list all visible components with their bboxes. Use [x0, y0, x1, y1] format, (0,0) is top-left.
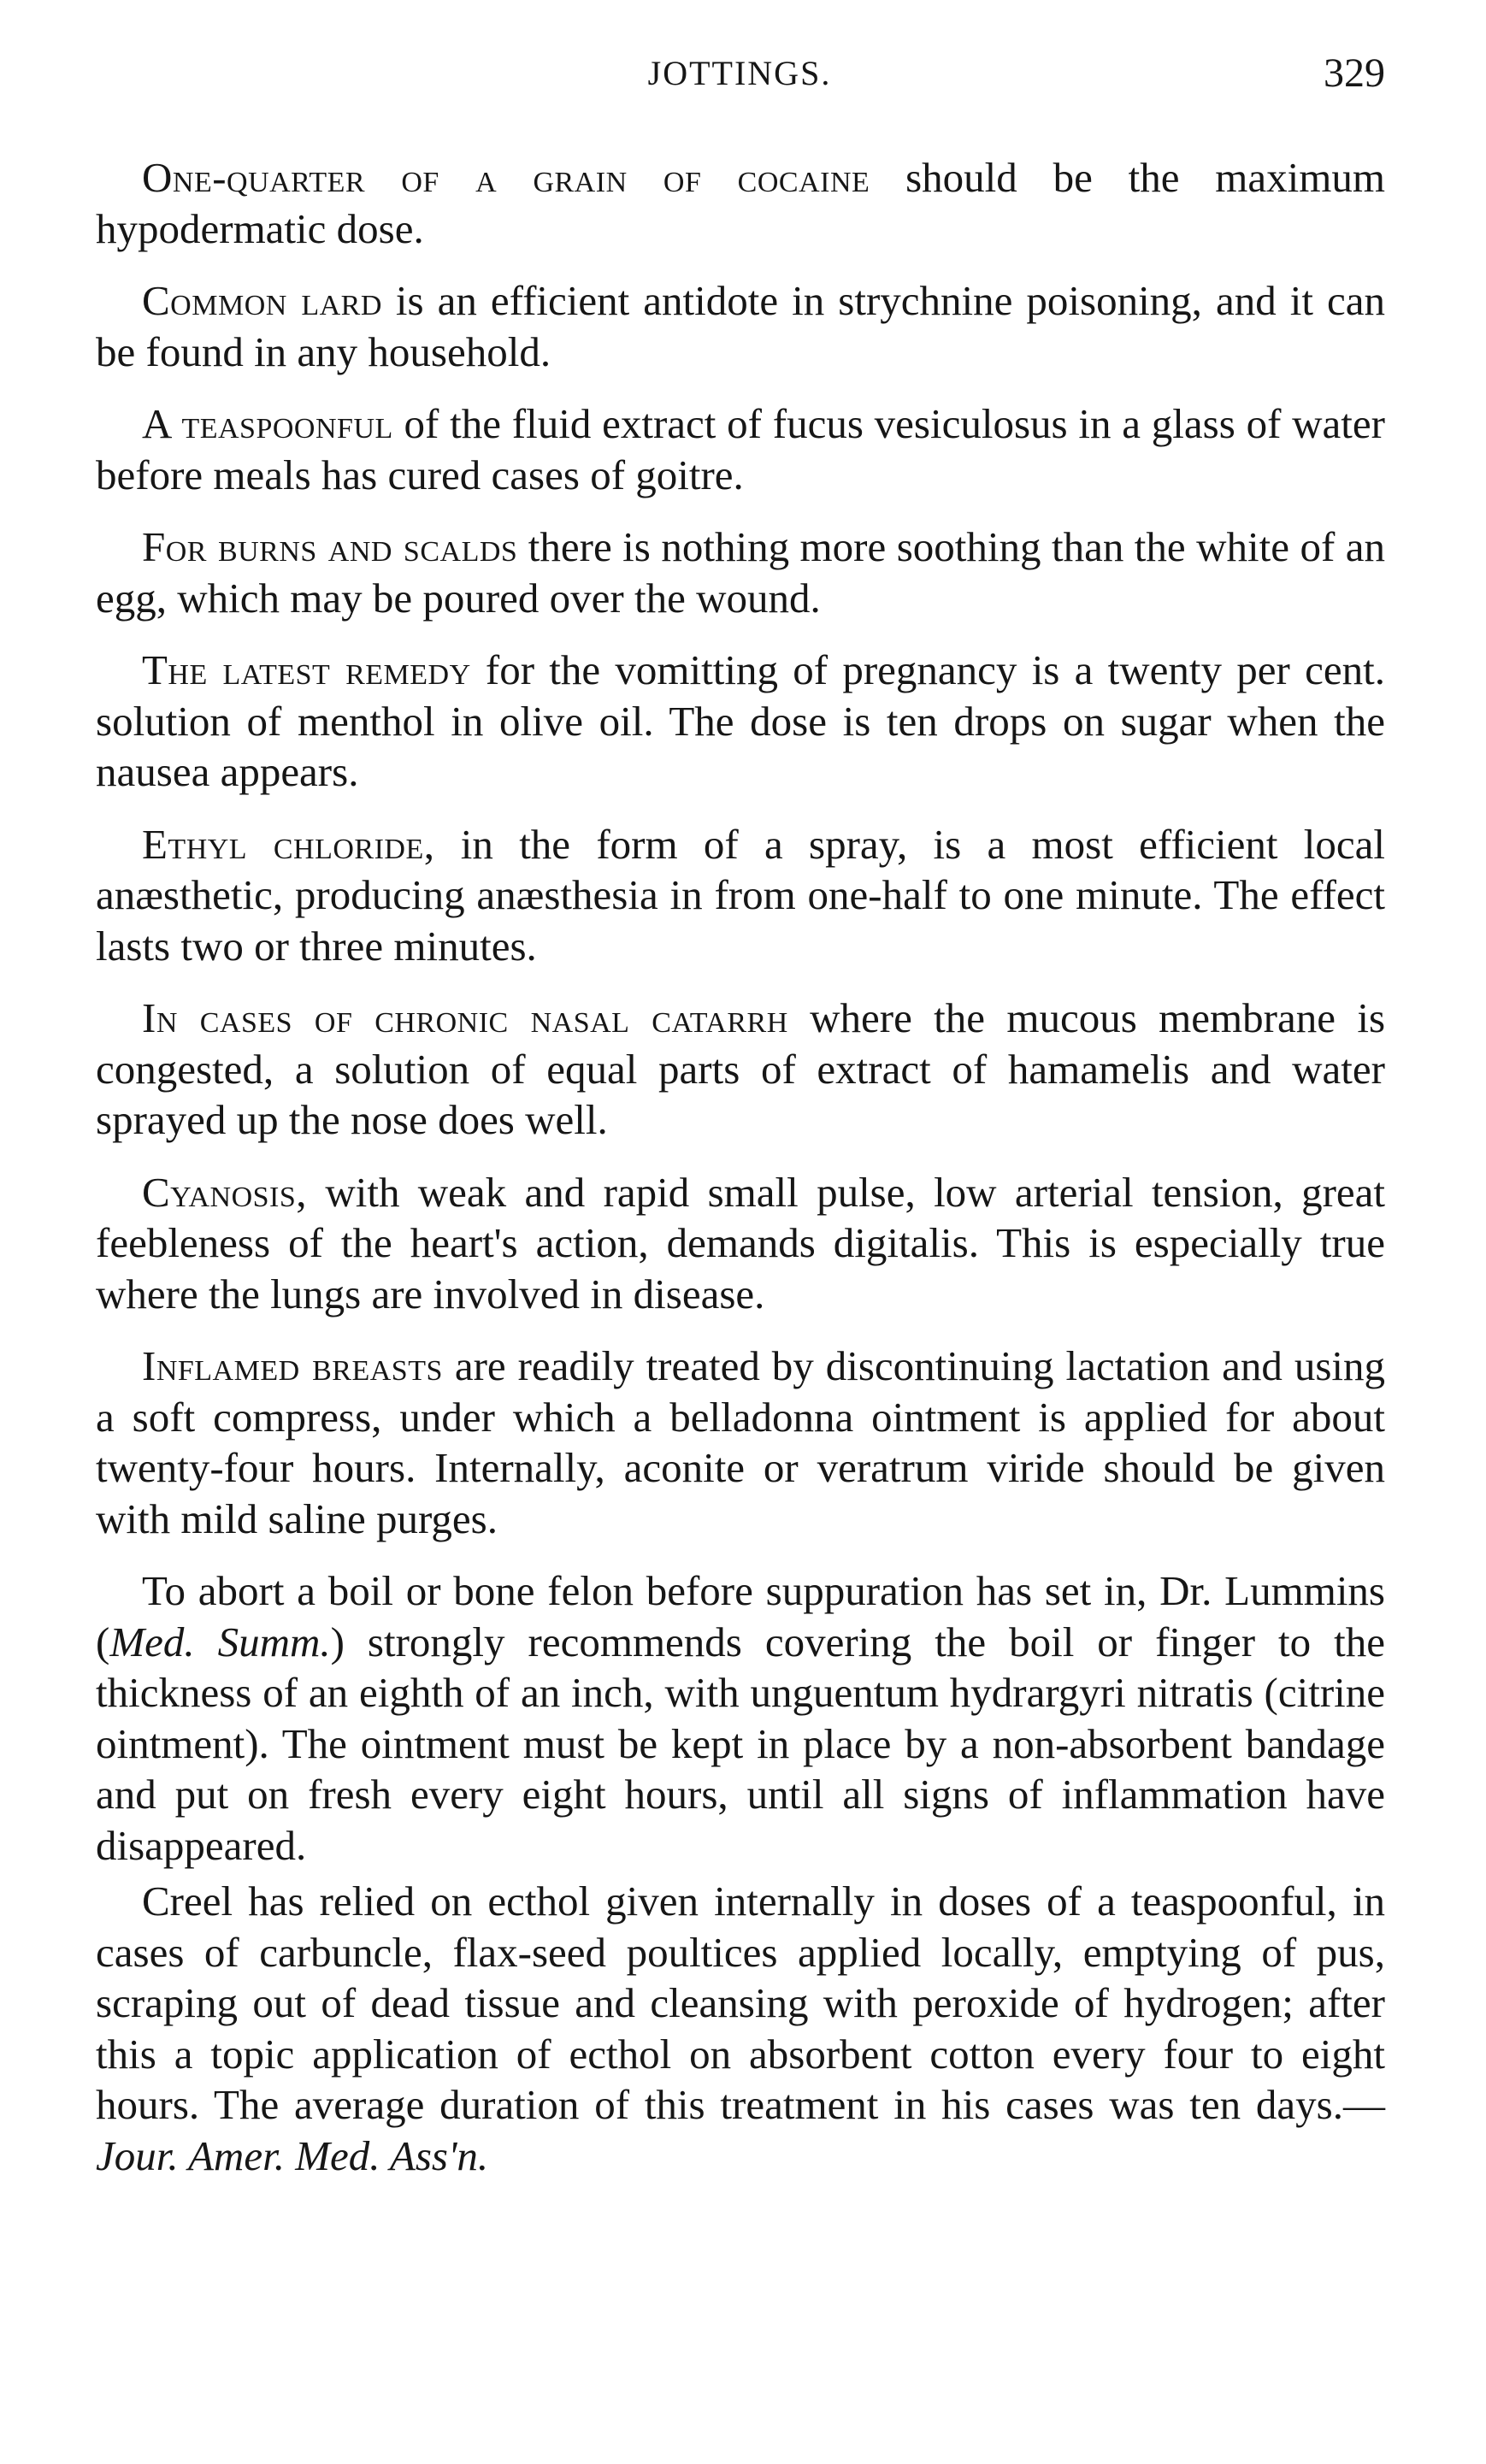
paragraph-text: To abort a boil or bone felon before suppuration has set in, Dr. Lummins (: [96, 1567, 1385, 1665]
paragraph-pregnancy: [96, 645, 1385, 798]
paragraph-text: with weak and rapid small pulse, low arterial tension, great feebleness of the heart's action, demands digitalis. This is especially true where the lungs are involved in disease.: [96, 1168, 1385, 1317]
paragraph-text: ) strongly recommends covering the boil or finger to the thickness of an eighth of an inch, with unguentum hydrargyri nitratis (citrine ointment). The ointment must be kept in place by a non-absorbent bandage and put on fresh every eight hours, until all signs of inflammation have disappeared.: [96, 1618, 1385, 1869]
paragraph-lead: Common lard: [142, 277, 382, 324]
citation-italic: Med. Summ.: [109, 1618, 331, 1665]
paragraph-lead: One-quarter of a grain of cocaine: [142, 154, 870, 201]
citation-italic: Jour. Amer. Med. Ass'n.: [96, 2131, 489, 2179]
paragraph-lead: In cases of chronic nasal catarrh: [142, 994, 788, 1041]
running-title: JOTTINGS.: [647, 54, 832, 92]
paragraph-boil: [96, 1565, 1385, 1871]
paragraph-ethyl-chloride: [96, 819, 1385, 972]
paragraph-lard: [96, 275, 1385, 377]
paragraph-text: Creel has relied on ecthol given internally in doses of a teaspoonful, in cases of carbuncle, flax-seed poultices applied locally, emptying of pus, scraping out of dead tissue and cleansing with peroxide of hydrogen; after this a topic application of ecthol on absorbent cotton every four to eight hours. The average duration of this treatment in his cases was ten days.—: [96, 1877, 1385, 2128]
paragraph-breasts: [96, 1341, 1385, 1544]
paragraph-fucus: [96, 398, 1385, 500]
paragraph-lead: Inflamed breasts: [142, 1342, 443, 1389]
body-text: [96, 152, 1385, 2202]
paragraph-text: is an efficient antidote in strychnine poisoning, and it can be found in any household.: [96, 277, 1385, 375]
paragraph-catarrh: [96, 993, 1385, 1146]
paragraph-text: should be the maximum hypodermatic dose.: [96, 154, 1385, 252]
paragraph-lead: Ethyl chloride,: [142, 820, 435, 868]
paragraph-lead: A teaspoonful: [142, 400, 393, 447]
paragraph-text: there is nothing more soothing than the white of an egg, which may be poured over the wound.: [96, 523, 1386, 622]
paragraph-lead: Cyanosis,: [142, 1168, 308, 1216]
paragraph-text: where the mucous membrane is congested, a solution of equal parts of extract of hamamelis and water sprayed up the nose does well.: [96, 994, 1386, 1143]
paragraph-carbuncle: [96, 1876, 1385, 2181]
paragraph-text: in the form of a spray, is a most efficient local anæsthetic, producing anæsthesia in from one-half to one minute. The effect lasts two or three minutes.: [96, 820, 1385, 970]
page-number: 329: [1324, 50, 1385, 96]
paragraph-cyanosis: [96, 1167, 1385, 1320]
paragraph-text: for the vomitting of pregnancy is a twenty per cent. solution of menthol in olive oil. The dose is ten drops on sugar when the nausea appears.: [96, 646, 1385, 795]
paragraph-cocaine: [96, 152, 1385, 254]
paragraph-text: of the fluid extract of fucus vesiculosus in a glass of water before meals has cured cases of goitre.: [96, 400, 1385, 498]
paragraph-burns: [96, 522, 1385, 623]
paragraph-lead: The latest remedy: [142, 646, 471, 693]
paragraph-lead: For burns and scalds: [142, 523, 518, 570]
page-header: [94, 50, 1385, 104]
paragraph-text: are readily treated by discontinuing lactation and using a soft compress, under which a belladonna ointment is applied for about twenty-four hours. Internally, aconite or veratrum viride should be given with mild saline purges.: [96, 1342, 1385, 1542]
